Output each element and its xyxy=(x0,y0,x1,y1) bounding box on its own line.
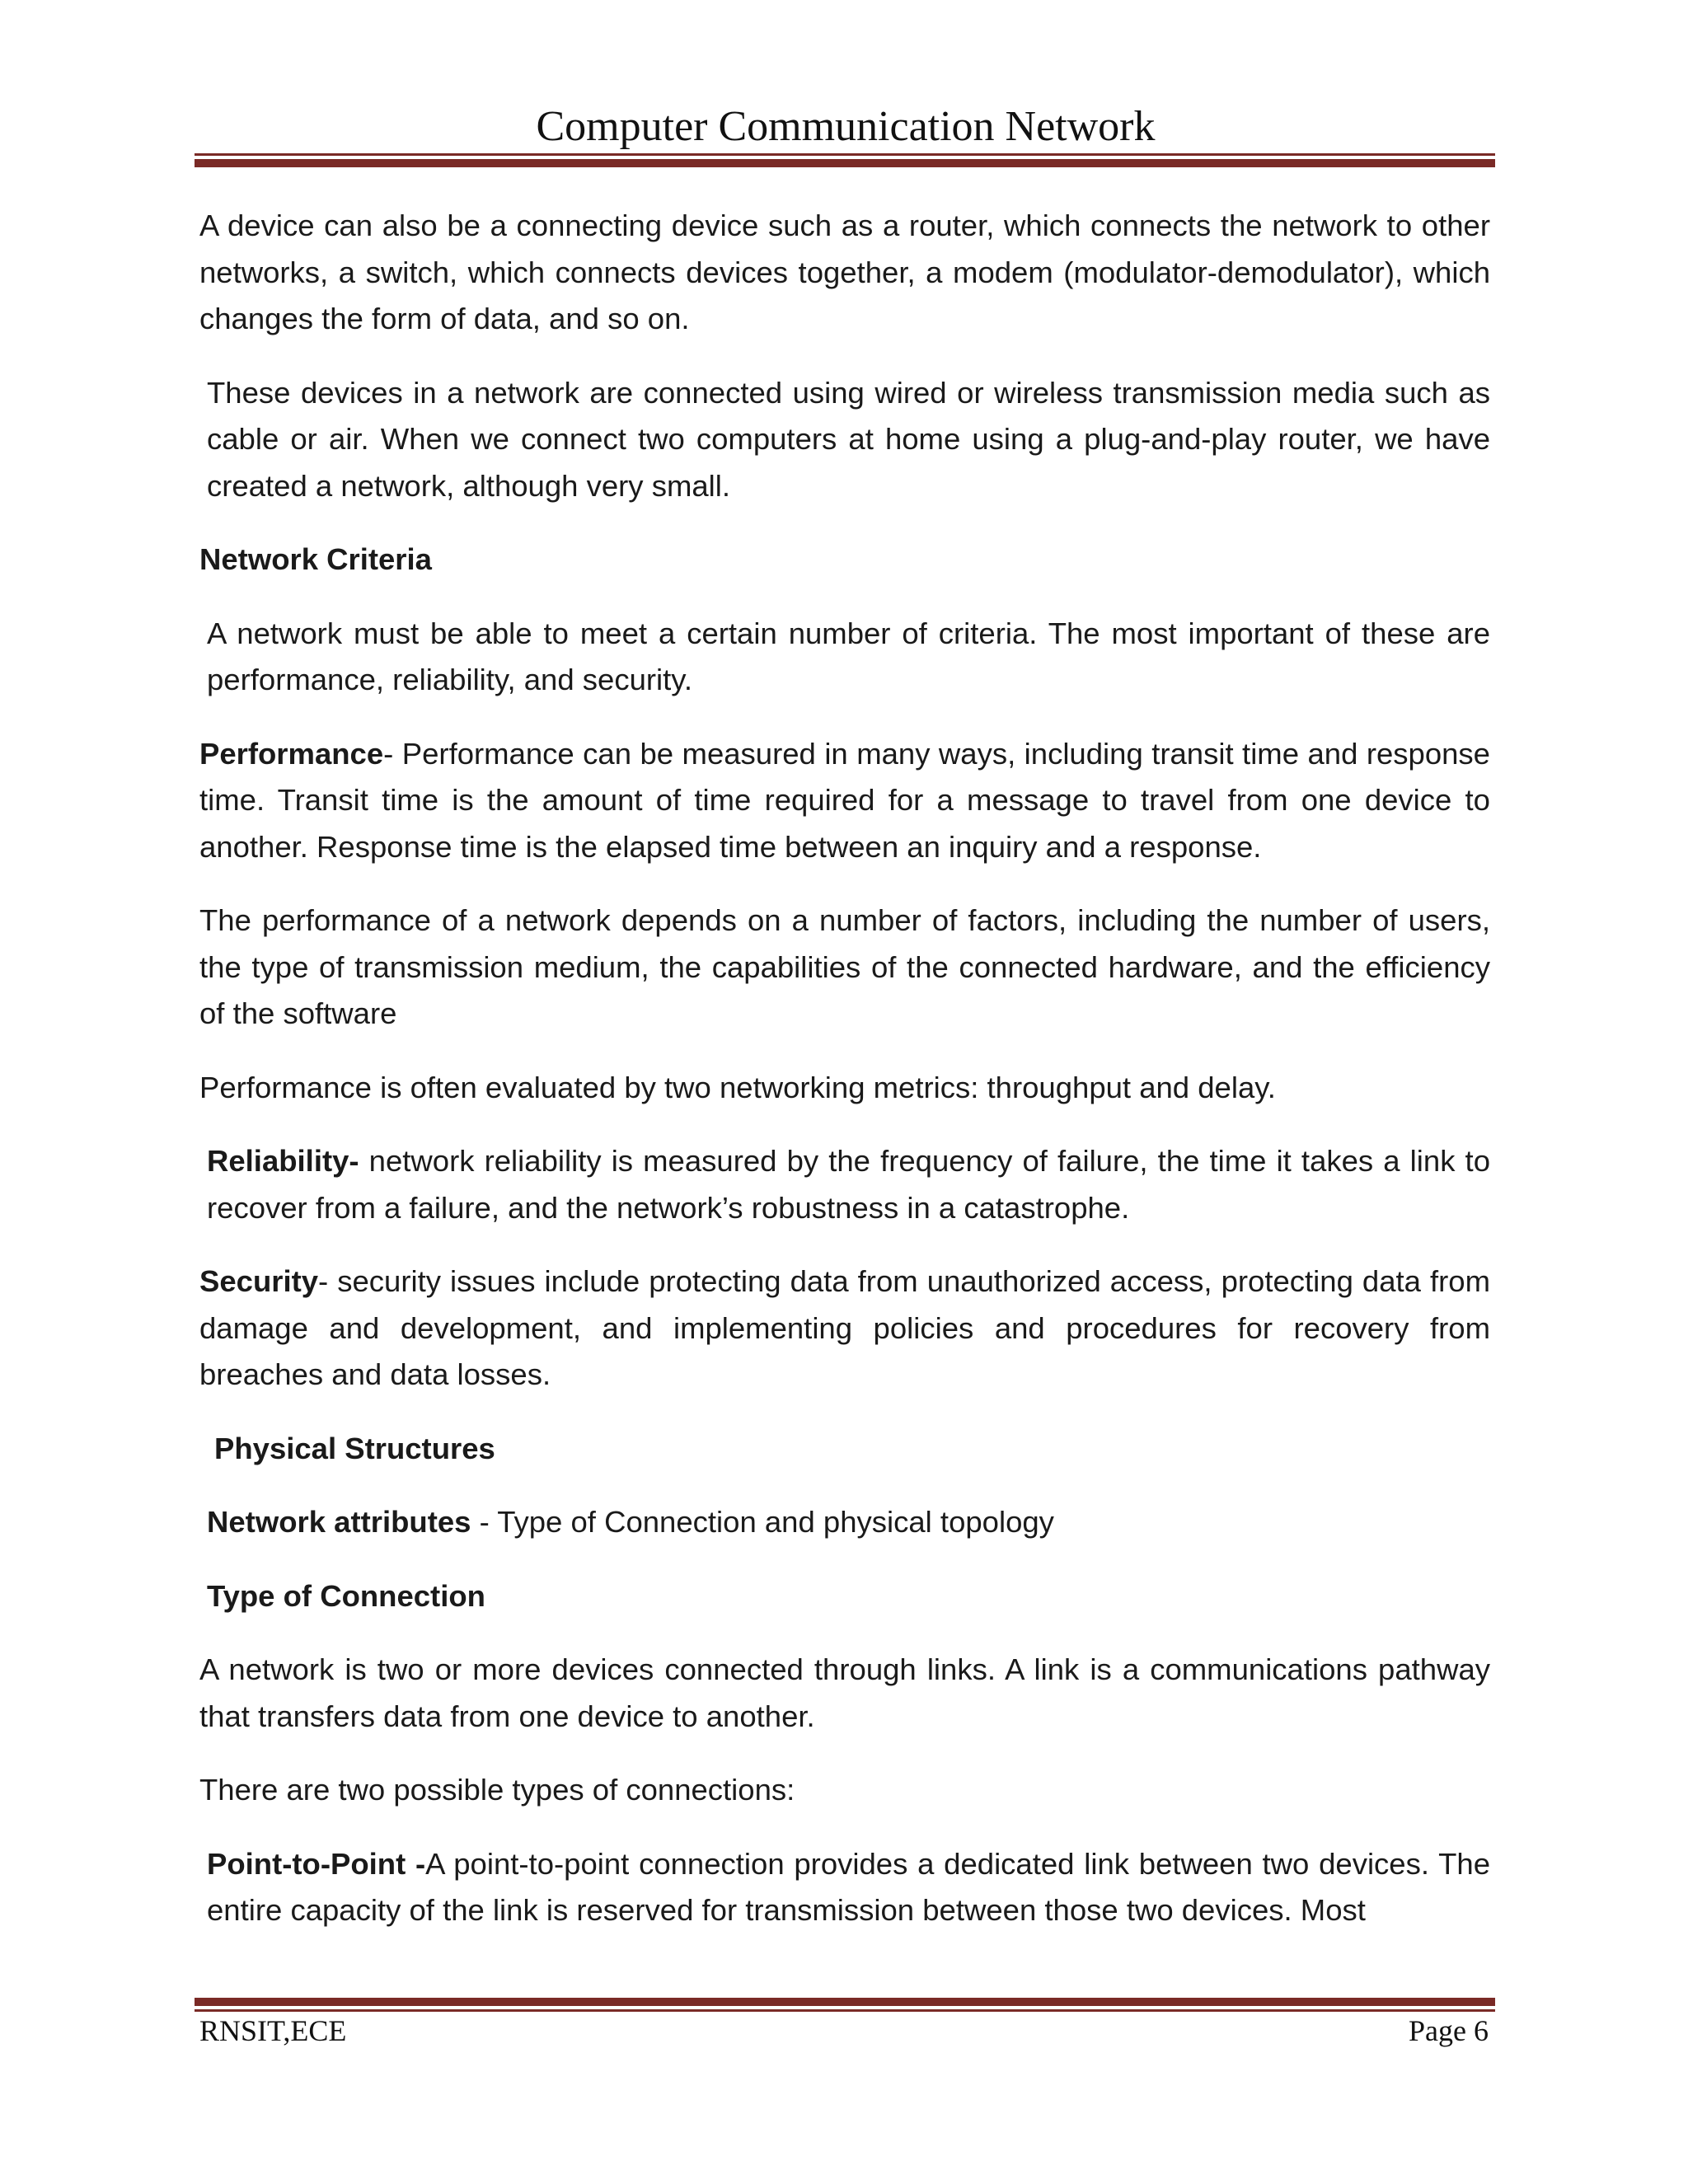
paragraph: These devices in a network are connected using wired or wireless transmission media such as cable or air. When we connect two computers at home using a plug-and-play router, we have created a network, although very small. xyxy=(207,375,1490,503)
paragraph-performance xyxy=(199,731,1490,871)
paragraph: A device can also be a connecting device such as a router, which connects the network to other networks, a switch, which connects devices together, a modem (modulator-demodulator), which changes the form of data, and so on. xyxy=(199,209,1490,335)
term-point-to-point: Point-to-Point - xyxy=(207,1846,426,1881)
paragraph-security xyxy=(199,1258,1490,1399)
definition-performance: - Performance can be measured in many ways, including transit time and response time. Transit time is the amount of time required for a message to travel from one device to another. Response time is the elapsed time between an inquiry and a response. xyxy=(199,736,1490,864)
definition-point-to-point: A point-to-point connection provides a dedicated link between two devices. The entire capacity of the link is reserved for transmission between those two devices. Most xyxy=(207,1846,1490,1927)
paragraph: A network is two or more devices connected through links. A link is a communications pathway that transfers data from one device to another. xyxy=(199,1652,1490,1733)
page-body xyxy=(199,203,1490,1961)
footer-page-number: Page 6 xyxy=(1409,2014,1489,2047)
paragraph: Performance is often evaluated by two networking metrics: throughput and delay. xyxy=(199,1070,1276,1104)
paragraph-network-attributes xyxy=(199,1499,1490,1546)
term-performance: Performance xyxy=(199,736,384,771)
term-network-attributes: Network attributes xyxy=(207,1505,471,1539)
section-heading xyxy=(199,1426,1490,1473)
definition-reliability: network reliability is measured by the frequency of failure, the time it takes a link to recover from a failure, and the network’s robustness in a catastrophe. xyxy=(207,1144,1490,1225)
page-header-title: Computer Communication Network xyxy=(536,103,1156,150)
section-heading xyxy=(199,537,1490,583)
heading-type-of-connection: Type of Connection xyxy=(207,1578,485,1613)
paragraph: There are two possible types of connections: xyxy=(199,1773,795,1807)
heading-physical-structures: Physical Structures xyxy=(214,1431,495,1465)
section-heading xyxy=(199,1573,1490,1620)
paragraph-point-to-point xyxy=(199,1841,1490,1934)
header-rule xyxy=(195,153,1495,167)
heading-network-criteria: Network Criteria xyxy=(199,542,432,576)
paragraph: A network must be able to meet a certain number of criteria. The most important of these are performance, reliability, and security. xyxy=(207,616,1490,696)
definition-network-attributes: - Type of Connection and physical topology xyxy=(471,1505,1054,1539)
footer-institution: RNSIT,ECE xyxy=(199,2014,347,2047)
definition-security: - security issues include protecting data from unauthorized access, protecting data from damage and development, and implementing policies and procedures for recovery from breaches and data losses. xyxy=(199,1264,1490,1391)
paragraph-reliability xyxy=(199,1138,1490,1231)
term-security: Security xyxy=(199,1264,319,1298)
term-reliability: Reliability- xyxy=(207,1144,359,1178)
paragraph: The performance of a network depends on a number of factors, including the number of users, the type of transmission medium, the capabilities of the connected hardware, and the efficiency of the software xyxy=(199,903,1490,1030)
footer-rule xyxy=(195,1998,1495,2012)
